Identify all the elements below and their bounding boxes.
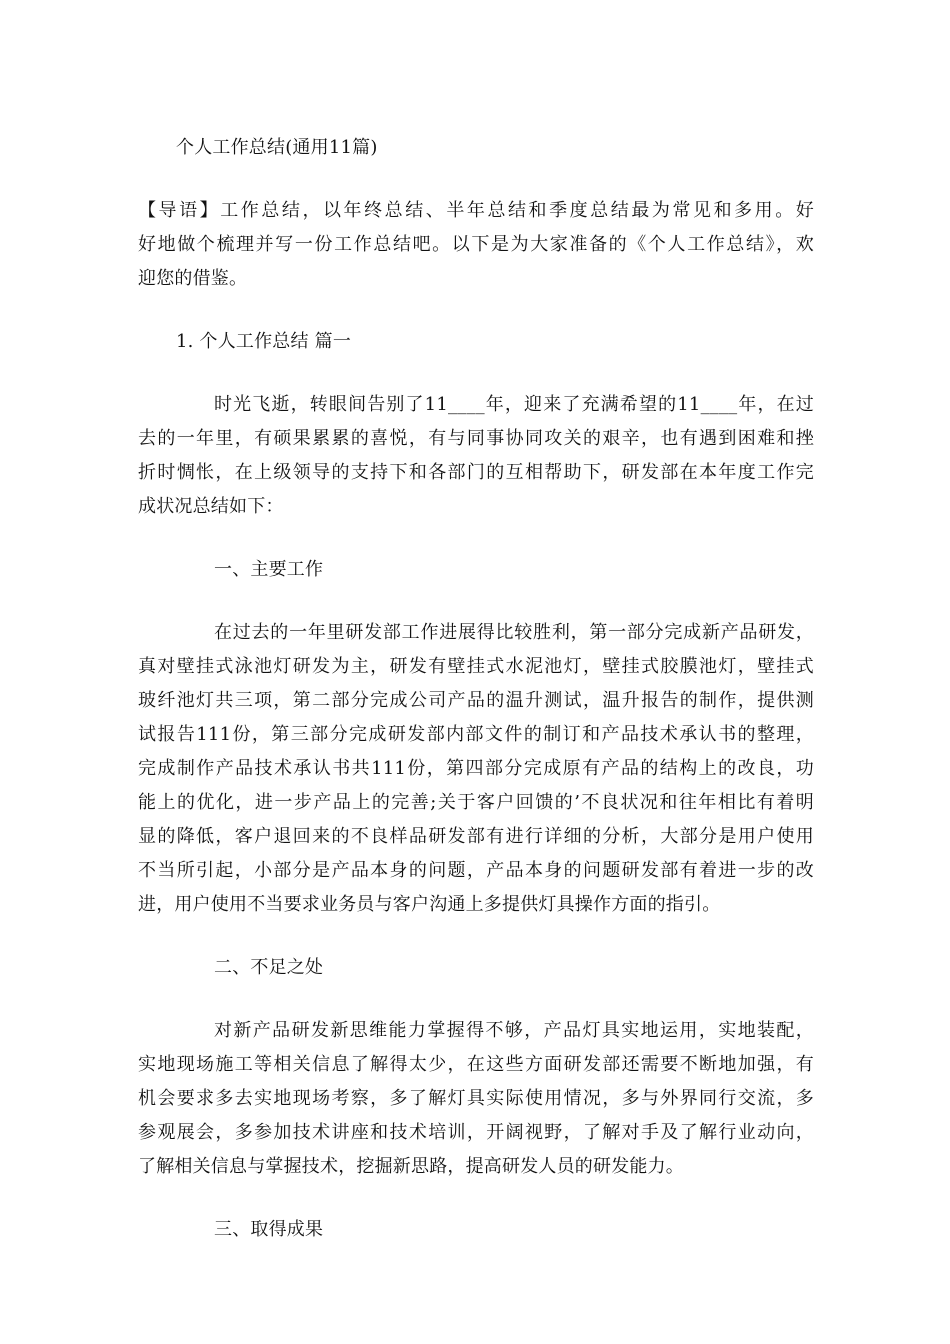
intro-paragraph: [138, 194, 814, 296]
heading-3-block: [138, 1213, 814, 1247]
paragraph-line: 机会要求多去实地现场考察，多了解灯具实际使用情况，多与外界同行交流，多: [138, 1088, 814, 1109]
paragraph-line: 实地现场施工等相关信息了解得太少，在这些方面研发部还需要不断地加强，有: [138, 1054, 814, 1075]
intro-line: 好地做个梳理并写一份工作总结吧。以下是为大家准备的《个人工作总结》，欢: [138, 234, 814, 255]
paragraph-line: 对新产品研发新思维能力掌握得不够，产品灯具实地运用，实地装配，: [214, 1020, 814, 1041]
intro-line: 迎您的借鉴。: [138, 268, 248, 289]
document-title: 个人工作总结(通用11篇): [176, 137, 378, 158]
intro-line: 【导语】工作总结，以年终总结、半年总结和季度总结最为常见和多用。好: [138, 200, 814, 221]
paragraph-line: 参观展会，多参加技术讲座和技术培训，开阔视野，了解对手及了解行业动向，: [138, 1122, 814, 1143]
paragraph-line: 折时惆怅，在上级领导的支持下和各部门的互相帮助下，研发部在本年度工作完: [138, 462, 814, 483]
paragraph-line: 真对壁挂式泳池灯研发为主，研发有壁挂式水泥池灯，壁挂式胶膜池灯，壁挂式: [138, 656, 814, 677]
paragraph-line: 时光飞逝，转眼间告别了11____年，迎来了充满希望的11____年，在过: [214, 394, 814, 415]
paragraph-1: [138, 388, 814, 524]
paragraph-line: 完成制作产品技术承认书共111份，第四部分完成原有产品的结构上的改良，功: [138, 758, 814, 779]
paragraph-3: [138, 1014, 814, 1184]
section-title-block: [138, 325, 814, 359]
section-title: 1. 个人工作总结 篇一: [176, 331, 352, 352]
heading-achievements: 三、取得成果: [214, 1219, 324, 1240]
heading-shortcomings: 二、不足之处: [214, 957, 324, 978]
paragraph-line: 能上的优化，进一步产品上的完善;关于客户回馈的’不良状况和往年相比有着明: [138, 792, 814, 813]
document-body: [138, 131, 814, 1276]
paragraph-line: 在过去的一年里研发部工作进展得比较胜利，第一部分完成新产品研发，: [214, 622, 814, 643]
heading-1-block: [138, 553, 814, 587]
paragraph-line: 玻纤池灯共三项，第二部分完成公司产品的温升测试，温升报告的制作，提供测: [138, 690, 814, 711]
document-title-block: [138, 131, 814, 165]
paragraph-line: 不当所引起，小部分是产品本身的问题，产品本身的问题研发部有着进一步的改: [138, 860, 814, 881]
heading-main-work: 一、主要工作: [214, 559, 324, 580]
heading-2-block: [138, 951, 814, 985]
paragraph-line: 了解相关信息与掌握技术，挖掘新思路，提高研发人员的研发能力。: [138, 1156, 684, 1177]
paragraph-line: 去的一年里，有硕果累累的喜悦，有与同事协同攻关的艰辛，也有遇到困难和挫: [138, 428, 814, 449]
paragraph-2: [138, 616, 814, 922]
paragraph-line: 试报告111份，第三部分完成研发部内部文件的制订和产品技术承认书的整理，: [138, 724, 814, 745]
paragraph-line: 进，用户使用不当要求业务员与客户沟通上多提供灯具操作方面的指引。: [138, 894, 721, 915]
paragraph-line: 显的降低，客户退回来的不良样品研发部有进行详细的分析，大部分是用户使用: [138, 826, 814, 847]
paragraph-line: 成状况总结如下：: [138, 496, 284, 517]
